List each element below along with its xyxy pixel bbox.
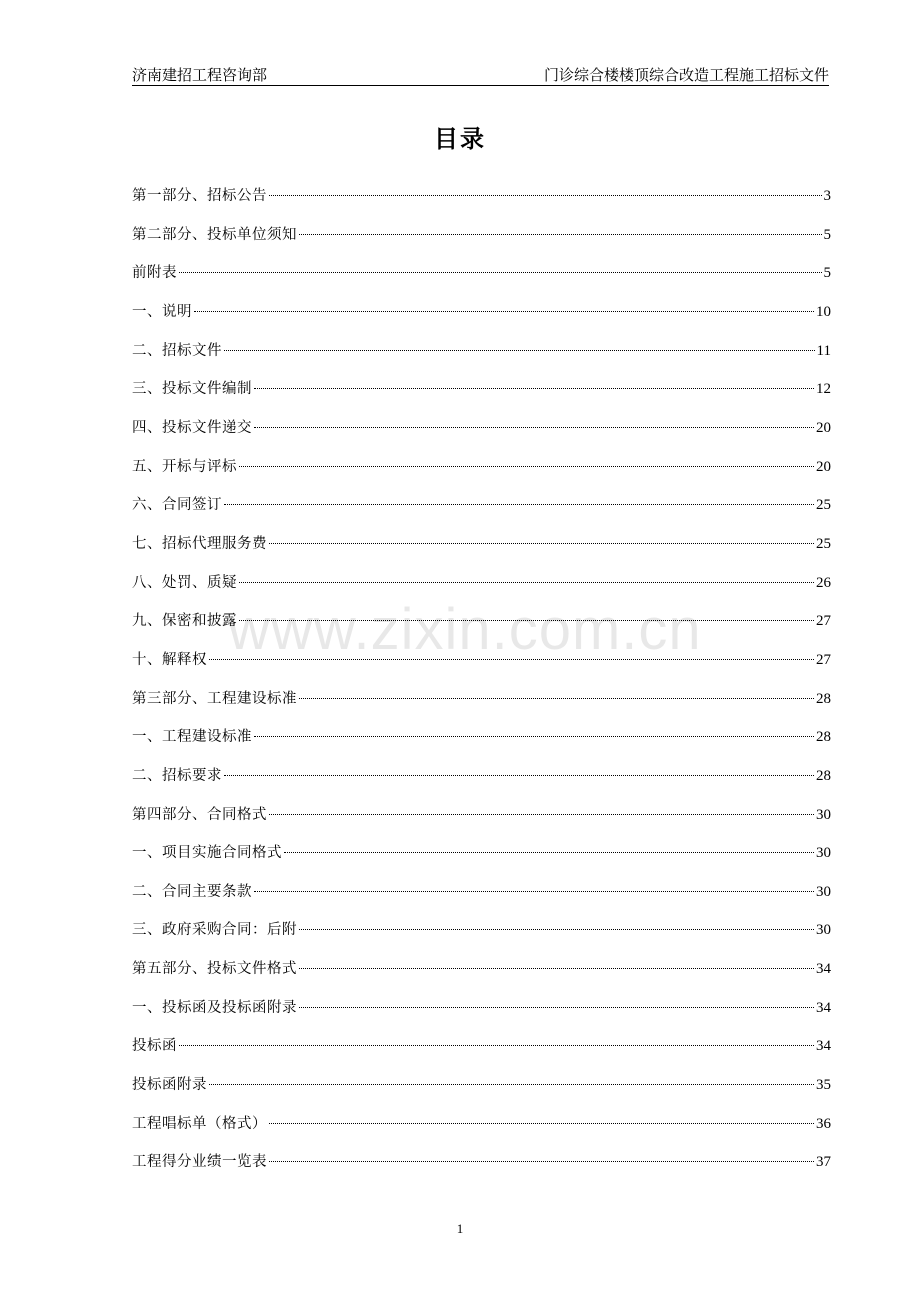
toc-entry[interactable]: [132, 879, 831, 918]
toc-entry[interactable]: [132, 763, 831, 802]
page-header: [132, 66, 829, 86]
toc-entry-page-number: 27: [816, 613, 831, 630]
toc-entry-label: 一、项目实施合同格式: [132, 845, 282, 862]
toc-entry[interactable]: [132, 1072, 831, 1111]
toc-entry[interactable]: [132, 1033, 831, 1072]
toc-entry[interactable]: [132, 840, 831, 879]
toc-dot-leader: [299, 968, 814, 969]
toc-dot-leader: [239, 620, 814, 621]
toc-entry-label: 第五部分、投标文件格式: [132, 961, 297, 978]
toc-entry-label: 二、招标要求: [132, 767, 222, 784]
toc-entry[interactable]: [132, 1149, 831, 1188]
toc-entry[interactable]: [132, 724, 831, 763]
toc-dot-leader: [254, 427, 814, 428]
toc-entry-label: 工程唱标单（格式）: [132, 1115, 267, 1132]
toc-dot-leader: [299, 929, 814, 930]
toc-dot-leader: [209, 1084, 814, 1085]
toc-entry-label: 六、合同签订: [132, 497, 222, 514]
toc-dot-leader: [284, 852, 814, 853]
toc-dot-leader: [179, 1045, 814, 1046]
toc-entry-page-number: 25: [816, 535, 831, 552]
toc-entry[interactable]: [132, 802, 831, 841]
table-of-contents: [132, 183, 831, 1188]
watermark: www.zixin.com.cn: [228, 597, 702, 662]
toc-entry[interactable]: [132, 608, 831, 647]
toc-entry[interactable]: [132, 917, 831, 956]
toc-dot-leader: [239, 466, 814, 467]
toc-entry-label: 第三部分、工程建设标准: [132, 690, 297, 707]
toc-entry-page-number: 35: [816, 1077, 831, 1094]
toc-entry-label: 十、解释权: [132, 651, 207, 668]
toc-entry[interactable]: [132, 299, 831, 338]
toc-dot-leader: [224, 504, 814, 505]
toc-dot-leader: [269, 1123, 814, 1124]
header-organization: 济南建招工程咨询部: [132, 66, 268, 84]
toc-entry-label: 投标函附录: [132, 1077, 207, 1094]
toc-entry-page-number: 10: [816, 303, 831, 320]
toc-entry[interactable]: [132, 686, 831, 725]
toc-entry-page-number: 34: [816, 961, 831, 978]
toc-entry-page-number: 36: [816, 1115, 831, 1132]
toc-entry-page-number: 30: [816, 845, 831, 862]
toc-entry-label: 三、投标文件编制: [132, 381, 252, 398]
toc-entry-page-number: 3: [823, 188, 831, 204]
toc-entry-page-number: 26: [816, 574, 831, 591]
toc-entry-label: 八、处罚、质疑: [132, 574, 237, 591]
toc-entry[interactable]: [132, 647, 831, 686]
toc-entry-page-number: 5: [823, 226, 831, 243]
toc-entry[interactable]: [132, 1111, 831, 1150]
toc-entry[interactable]: [132, 260, 831, 299]
toc-dot-leader: [179, 272, 822, 273]
toc-entry[interactable]: [132, 492, 831, 531]
toc-entry[interactable]: [132, 415, 831, 454]
toc-entry[interactable]: [132, 956, 831, 995]
toc-entry-page-number: 28: [816, 690, 831, 707]
toc-dot-leader: [299, 1007, 814, 1008]
toc-entry-label: 一、工程建设标准: [132, 729, 252, 746]
toc-dot-leader: [254, 736, 814, 737]
toc-entry[interactable]: [132, 222, 831, 261]
toc-entry[interactable]: [132, 376, 831, 415]
toc-entry-label: 第一部分、招标公告: [132, 188, 267, 204]
toc-entry-label: 二、招标文件: [132, 342, 222, 359]
toc-entry[interactable]: [132, 531, 831, 570]
toc-dot-leader: [269, 195, 822, 196]
toc-entry-label: 工程得分业绩一览表: [132, 1154, 267, 1171]
header-document-title: 门诊综合楼楼顶综合改造工程施工招标文件: [543, 66, 829, 84]
toc-entry-page-number: 28: [816, 729, 831, 746]
toc-dot-leader: [269, 1161, 814, 1162]
toc-dot-leader: [254, 891, 814, 892]
toc-dot-leader: [299, 698, 814, 699]
toc-dot-leader: [209, 659, 814, 660]
toc-dot-leader: [254, 388, 814, 389]
toc-entry-label: 一、说明: [132, 303, 192, 320]
toc-entry[interactable]: [132, 995, 831, 1034]
toc-entry[interactable]: [132, 183, 831, 222]
toc-entry-label: 二、合同主要条款: [132, 883, 252, 900]
toc-entry-label: 四、投标文件递交: [132, 419, 252, 436]
toc-entry-page-number: 37: [816, 1154, 831, 1171]
toc-entry[interactable]: [132, 338, 831, 377]
toc-dot-leader: [269, 814, 814, 815]
toc-entry-page-number: 34: [816, 1038, 831, 1055]
toc-entry-page-number: 27: [816, 651, 831, 668]
toc-entry-label: 五、开标与评标: [132, 458, 237, 475]
toc-dot-leader: [224, 775, 814, 776]
toc-entry-page-number: 20: [816, 419, 831, 436]
toc-entry-label: 第四部分、合同格式: [132, 806, 267, 823]
toc-entry-page-number: 28: [816, 767, 831, 784]
toc-entry-page-number: 34: [816, 999, 831, 1016]
toc-dot-leader: [269, 543, 814, 544]
toc-entry-page-number: 11: [816, 342, 831, 359]
toc-entry-label: 一、投标函及投标函附录: [132, 999, 297, 1016]
toc-dot-leader: [194, 311, 814, 312]
toc-entry-label: 七、招标代理服务费: [132, 535, 267, 552]
toc-dot-leader: [239, 582, 814, 583]
page-title: 目录: [434, 124, 486, 153]
toc-entry-page-number: 5: [823, 265, 831, 282]
toc-entry-page-number: 20: [816, 458, 831, 475]
page-number: 1: [456, 1221, 464, 1236]
toc-entry-page-number: 12: [816, 381, 831, 398]
toc-entry-page-number: 30: [816, 806, 831, 823]
toc-entry-label: 第二部分、投标单位须知: [132, 226, 297, 243]
toc-entry-label: 投标函: [132, 1038, 177, 1055]
toc-entry-page-number: 30: [816, 883, 831, 900]
toc-entry-label: 三、政府采购合同：后附: [132, 922, 297, 939]
toc-entry-page-number: 30: [816, 922, 831, 939]
toc-entry[interactable]: [132, 570, 831, 609]
toc-entry-page-number: 25: [816, 497, 831, 514]
toc-entry-label: 前附表: [132, 265, 177, 282]
toc-dot-leader: [224, 350, 815, 351]
toc-entry-label: 九、保密和披露: [132, 613, 237, 630]
toc-dot-leader: [299, 234, 822, 235]
toc-entry[interactable]: [132, 454, 831, 493]
